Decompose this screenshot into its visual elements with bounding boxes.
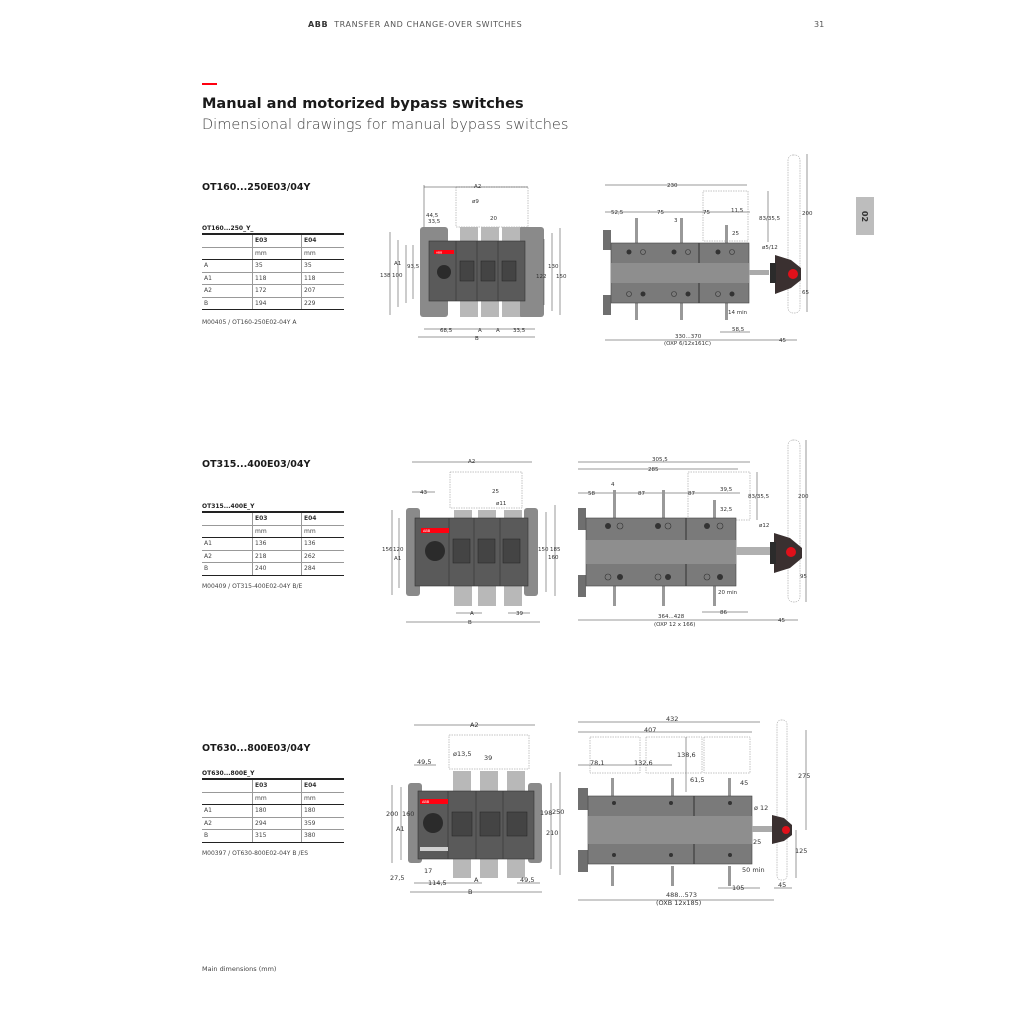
table-cell: 118 bbox=[302, 272, 345, 285]
dim-label: 43 bbox=[420, 490, 427, 496]
drawing-reference: M00405 / OT160-250E02-04Y A bbox=[202, 319, 297, 326]
abb-logo: ABB bbox=[423, 529, 431, 533]
table-cell: 229 bbox=[302, 297, 345, 310]
table-cell: 218 bbox=[253, 550, 302, 563]
table-cell: E03 bbox=[253, 512, 302, 525]
page-number: 31 bbox=[814, 20, 825, 29]
dim-label: 200 bbox=[802, 211, 813, 217]
page-title: Manual and motorized bypass switches bbox=[202, 96, 524, 112]
dim-label: 27,5 bbox=[390, 874, 405, 882]
dim-label: 432 bbox=[666, 715, 679, 723]
front-view-drawing bbox=[380, 715, 570, 910]
dim-label: 50 min bbox=[742, 866, 765, 874]
table-cell: 35 bbox=[302, 260, 345, 273]
dim-label: 52,5 bbox=[611, 210, 624, 216]
dim-label: 122 bbox=[536, 274, 547, 280]
dim-label: 65 bbox=[802, 290, 809, 296]
dim-label: 138 bbox=[380, 273, 391, 279]
dim-label: 150 bbox=[556, 274, 567, 280]
dim-label: 49,5 bbox=[417, 758, 432, 766]
dim-label: 95 bbox=[800, 574, 807, 580]
table-cell: mm bbox=[302, 792, 345, 805]
dim-label: 185 bbox=[550, 547, 561, 553]
dim-label: 156 bbox=[382, 547, 393, 553]
dim-label: ø 12 bbox=[754, 804, 769, 812]
table-row bbox=[202, 563, 344, 576]
table-cell bbox=[202, 792, 253, 805]
dim-label: 45 bbox=[778, 618, 785, 624]
dim-label: ø5/12 bbox=[762, 245, 778, 251]
table-cell: 180 bbox=[302, 805, 345, 818]
dim-label: 45 bbox=[778, 881, 787, 889]
table-cell: mm bbox=[253, 792, 302, 805]
dim-label: 198 bbox=[540, 809, 553, 817]
dim-label: 285 bbox=[648, 467, 659, 473]
dim-label: 150 bbox=[538, 547, 549, 553]
col-header: E03 bbox=[253, 234, 302, 247]
dim-label: A1 bbox=[396, 825, 405, 833]
dim-label: A bbox=[478, 328, 482, 334]
table-cell: 172 bbox=[253, 285, 302, 298]
table-row bbox=[202, 538, 344, 551]
unit-cell: mm bbox=[302, 247, 345, 260]
side-view-drawing bbox=[595, 150, 820, 350]
dim-label: 275 bbox=[798, 772, 811, 780]
dim-label: A1 bbox=[394, 556, 402, 562]
table-cell bbox=[202, 512, 253, 525]
dim-label: 87 bbox=[688, 491, 695, 497]
dim-label: A bbox=[474, 876, 479, 884]
table-cell: A2 bbox=[202, 817, 253, 830]
table-cell: 294 bbox=[253, 817, 302, 830]
chapter-tab bbox=[856, 197, 874, 235]
dim-label: 75 bbox=[657, 210, 664, 216]
table-cell: A2 bbox=[202, 550, 253, 563]
table-row bbox=[202, 297, 344, 310]
dim-label: 160 bbox=[402, 810, 415, 818]
dim-label: 250 bbox=[552, 808, 565, 816]
table-row bbox=[202, 817, 344, 830]
dim-label: 39 bbox=[516, 611, 523, 617]
dim-label: 407 bbox=[644, 726, 657, 734]
dim-label: (OXP 6/12x161C) bbox=[664, 341, 712, 347]
drawing-reference: M00397 / OT630-800E02-04Y B /ES bbox=[202, 850, 308, 857]
table-row bbox=[202, 830, 344, 843]
dim-label: ø13,5 bbox=[453, 750, 472, 758]
dim-label: 45 bbox=[779, 338, 786, 344]
table-cell: B bbox=[202, 830, 253, 843]
dim-label: 4 bbox=[611, 482, 615, 488]
dim-label: 39 bbox=[484, 754, 493, 762]
table-cell: 136 bbox=[302, 538, 345, 551]
table-cell: 180 bbox=[253, 805, 302, 818]
table-cell bbox=[202, 234, 253, 247]
running-header bbox=[308, 20, 522, 29]
dim-label: B bbox=[468, 620, 472, 626]
footer-note: Main dimensions (mm) bbox=[202, 965, 277, 973]
table-cell: 262 bbox=[302, 550, 345, 563]
dim-label: B bbox=[475, 336, 479, 342]
dim-label: 32,5 bbox=[720, 507, 733, 513]
dim-label: 58 bbox=[588, 491, 595, 497]
dim-label: 83/35,5 bbox=[748, 494, 770, 500]
dim-label: A bbox=[496, 328, 500, 334]
table-title: OT315...400E_Y bbox=[202, 503, 255, 510]
dim-label: 93,5 bbox=[407, 264, 420, 270]
table-cell: E04 bbox=[302, 512, 345, 525]
product-model-title: OT630...800E03/04Y bbox=[202, 743, 311, 754]
table-cell: 35 bbox=[253, 260, 302, 273]
dim-label: 44,5 bbox=[426, 213, 439, 219]
dim-label: 61,5 bbox=[690, 776, 705, 784]
dim-label: 86 bbox=[720, 610, 727, 616]
side-view-drawing bbox=[570, 710, 820, 910]
dim-label: 130 bbox=[548, 264, 559, 270]
table-cell: 118 bbox=[253, 272, 302, 285]
table-cell: mm bbox=[302, 525, 345, 538]
table-cell: 359 bbox=[302, 817, 345, 830]
dim-label: 14 min bbox=[728, 310, 748, 316]
table-cell: 207 bbox=[302, 285, 345, 298]
dim-label: B bbox=[468, 888, 473, 896]
dimension-table bbox=[202, 233, 344, 310]
dim-label: 11,5 bbox=[731, 208, 744, 214]
dim-label: 20 bbox=[490, 216, 497, 222]
abb-logo: ABB bbox=[436, 250, 443, 255]
col-header: E04 bbox=[302, 234, 345, 247]
dim-label: A2 bbox=[468, 459, 476, 465]
table-cell: 380 bbox=[302, 830, 345, 843]
table-cell: A1 bbox=[202, 538, 253, 551]
dim-label: 25 bbox=[753, 838, 762, 846]
dim-label: 488...573 bbox=[666, 891, 698, 899]
product-model-title: OT315...400E03/04Y bbox=[202, 459, 311, 470]
table-row bbox=[202, 260, 344, 273]
table-cell: A bbox=[202, 260, 253, 273]
dim-label: ø12 bbox=[759, 523, 770, 529]
dim-label: 39,5 bbox=[720, 487, 733, 493]
dim-label: 68,5 bbox=[440, 328, 453, 334]
dim-label: 200 bbox=[386, 810, 399, 818]
table-cell: E03 bbox=[253, 779, 302, 792]
table-row bbox=[202, 272, 344, 285]
dim-label: 210 bbox=[546, 829, 559, 837]
dim-label: ø11 bbox=[496, 501, 507, 507]
dim-label: 17 bbox=[424, 867, 433, 875]
dim-label: 100 bbox=[392, 273, 403, 279]
dim-label: A bbox=[470, 611, 474, 617]
side-view-drawing bbox=[570, 430, 820, 630]
brand-name: ABB bbox=[308, 20, 329, 29]
dim-label: 330...370 bbox=[675, 334, 702, 340]
dim-label: (OXB 12x185) bbox=[656, 899, 702, 907]
dim-label: 114,5 bbox=[428, 879, 447, 887]
dimension-table bbox=[202, 511, 344, 576]
table-cell: A1 bbox=[202, 805, 253, 818]
table-cell: 194 bbox=[253, 297, 302, 310]
dim-label: 78,1 bbox=[590, 759, 605, 767]
dim-label: 120 bbox=[393, 547, 404, 553]
product-model-title: OT160...250E03/04Y bbox=[202, 182, 311, 193]
page-subtitle: Dimensional drawings for manual bypass switches bbox=[202, 117, 569, 133]
dim-label: 105 bbox=[732, 884, 745, 892]
drawing-reference: M00409 / OT315-400E02-04Y B/E bbox=[202, 583, 303, 590]
dim-label: (OXP 12 x 166) bbox=[654, 622, 696, 628]
table-row bbox=[202, 285, 344, 298]
dim-label: 132,6 bbox=[634, 759, 653, 767]
dim-label: 3 bbox=[674, 218, 678, 224]
abb-logo: ABB bbox=[422, 800, 430, 804]
dimension-table bbox=[202, 778, 344, 843]
chapter-tab-label: 02 bbox=[860, 210, 870, 222]
dim-label: ø9 bbox=[472, 199, 479, 205]
dim-label: 83/35,5 bbox=[759, 216, 781, 222]
dim-label: 20 min bbox=[718, 590, 738, 596]
table-title: OT630...800E_Y bbox=[202, 770, 255, 777]
table-cell: E04 bbox=[302, 779, 345, 792]
dim-label: 58,5 bbox=[732, 327, 745, 333]
dim-label: 364...428 bbox=[658, 614, 685, 620]
table-cell: B bbox=[202, 297, 253, 310]
dim-label: 25 bbox=[492, 489, 499, 495]
dim-label: A1 bbox=[394, 261, 402, 267]
dim-label: 125 bbox=[795, 847, 808, 855]
dim-label: 33,5 bbox=[428, 219, 441, 225]
table-cell: 136 bbox=[253, 538, 302, 551]
table-row bbox=[202, 550, 344, 563]
table-cell: B bbox=[202, 563, 253, 576]
table-cell bbox=[202, 779, 253, 792]
table-cell: A2 bbox=[202, 285, 253, 298]
dim-label: 49,5 bbox=[520, 876, 535, 884]
table-cell: 240 bbox=[253, 563, 302, 576]
dim-label: 33,5 bbox=[513, 328, 526, 334]
table-cell bbox=[202, 525, 253, 538]
dim-label: 87 bbox=[638, 491, 645, 497]
unit-cell: mm bbox=[253, 247, 302, 260]
dim-label: 305,5 bbox=[652, 457, 668, 463]
dim-label: 230 bbox=[667, 183, 678, 189]
table-cell: mm bbox=[253, 525, 302, 538]
section-name: TRANSFER AND CHANGE-OVER SWITCHES bbox=[334, 20, 523, 29]
dim-label: 200 bbox=[798, 494, 809, 500]
dim-label: A2 bbox=[474, 184, 482, 190]
dim-label: 138,6 bbox=[677, 751, 696, 759]
dim-label: A2 bbox=[470, 721, 479, 729]
dim-label: 75 bbox=[703, 210, 710, 216]
table-cell: 284 bbox=[302, 563, 345, 576]
table-title: OT160...250_Y_ bbox=[202, 225, 254, 232]
table-cell bbox=[202, 247, 253, 260]
dim-label: 160 bbox=[548, 555, 559, 561]
front-view-drawing bbox=[380, 450, 580, 630]
dim-label: 25 bbox=[732, 231, 739, 237]
table-cell: A1 bbox=[202, 272, 253, 285]
dim-label: 45 bbox=[740, 779, 749, 787]
table-row bbox=[202, 805, 344, 818]
table-cell: 315 bbox=[253, 830, 302, 843]
accent-bar bbox=[202, 83, 217, 85]
front-view-drawing bbox=[380, 175, 580, 350]
